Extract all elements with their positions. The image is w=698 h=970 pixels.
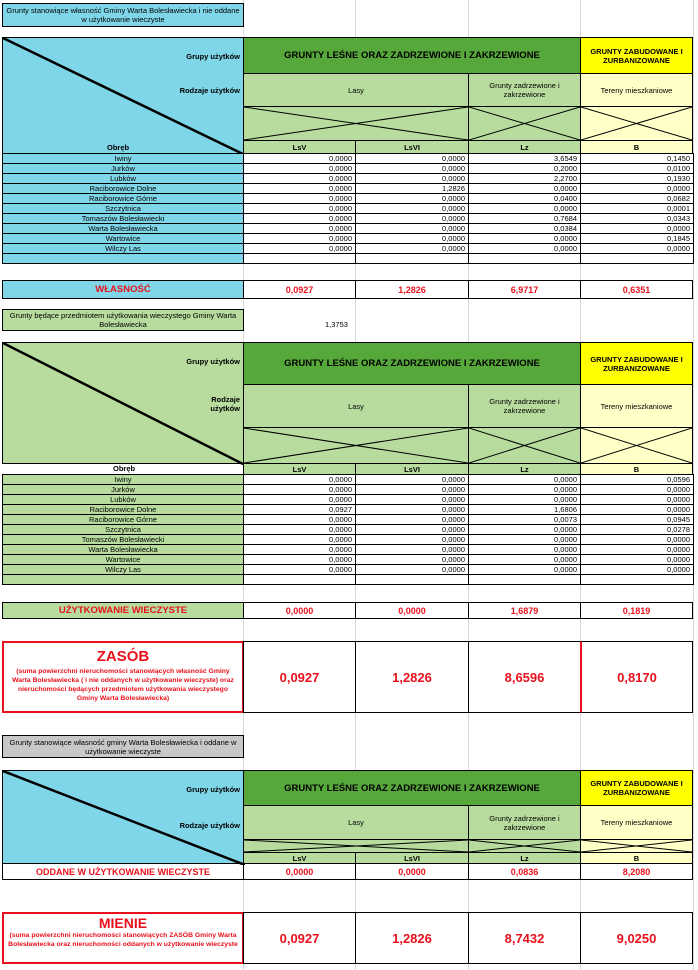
cell-value: 0,0000 (356, 545, 469, 555)
code-lsvi: LsVI (355, 140, 469, 154)
obreb-name: Iwiny (3, 475, 244, 485)
cell-value: 0,0000 (356, 244, 469, 254)
empty-cell (244, 254, 356, 264)
section3-title: Grunty stanowiące własność gminy Warta Bolesławiecka i oddane w użytkowanie wieczyste (2, 735, 244, 758)
cell-value: 0,0000 (244, 224, 356, 234)
x-box-mieszkaniowe (580, 839, 693, 853)
code-b: B (580, 463, 693, 475)
grupy-label: Grupy użytków (186, 52, 240, 61)
cell-value: 1,6806 (469, 505, 581, 515)
x-box-lasy (243, 839, 469, 853)
cell-value: 0,0000 (356, 485, 469, 495)
cell-value: 0,0000 (469, 555, 581, 565)
cell-value: 0,0000 (244, 535, 356, 545)
cell-value: 0,0000 (244, 234, 356, 244)
oddane-total-b: 8,2080 (580, 863, 693, 880)
empty-cell (3, 575, 244, 585)
uzytkowanie-total-b: 0,1819 (580, 602, 693, 619)
section2-title: Grunty będące przedmiotem użytkowania wieczystego Gminy Warta Bolesławiecka (2, 309, 244, 331)
cell-value: 0,1845 (581, 234, 694, 244)
empty-cell (356, 575, 469, 585)
obreb-name: Wartowice (3, 555, 244, 565)
header-zadrzewione: Grunty zadrzewione i zakrzewione (468, 73, 581, 107)
obreb-name: Tomaszów Bolesławiecki (3, 214, 244, 224)
cell-value: 0,0000 (356, 154, 469, 164)
cell-value: 0,0000 (469, 485, 581, 495)
zasob-desc: (suma powierzchni nieruchomości stanowiących własność Gminy Warta Bolesławiecka ( i nie oddanych w użytkowanie wieczyste) oraz nieruchomości będących przedmiotem użytkowania wieczystego Gminy Warta Bolesławiecka) (12, 668, 234, 702)
cell-value: 0,0000 (244, 545, 356, 555)
empty-cell (244, 575, 356, 585)
obreb-name: Iwiny (3, 154, 244, 164)
cell-value: 0,0000 (469, 204, 581, 214)
zasob-total-lsv: 0,0927 (243, 641, 356, 713)
section2-table (2, 474, 694, 585)
rodzaje-label: Rodzaje użytków (210, 395, 240, 413)
table-row (3, 164, 694, 174)
cell-value: 0,0000 (469, 184, 581, 194)
oddane-label: ODDANE W UŻYTKOWANIE WIECZYSTE (2, 863, 244, 880)
cell-value: 0,0384 (469, 224, 581, 234)
table-row-empty (3, 575, 694, 585)
table-row (3, 545, 694, 555)
cell-value: 0,0000 (244, 184, 356, 194)
cell-value: 3,6549 (469, 154, 581, 164)
cell-value: 0,0000 (244, 164, 356, 174)
empty-cell (581, 575, 694, 585)
section3-header-left (2, 770, 244, 864)
cell-value: 0,0100 (581, 164, 694, 174)
header-lasy: Lasy (243, 805, 469, 840)
header-zadrzewione: Grunty zadrzewione i zakrzewione (468, 384, 581, 428)
table-row (3, 495, 694, 505)
obreb-name: Raciborowice Górne (3, 515, 244, 525)
cell-value: 0,0000 (356, 174, 469, 184)
oddane-total-lsvi: 0,0000 (355, 863, 469, 880)
table-row (3, 475, 694, 485)
cell-value: 0,1450 (581, 154, 694, 164)
obreb-name: Raciborowice Dolne (3, 505, 244, 515)
cell-value: 0,0000 (244, 565, 356, 575)
cell-value: 0,0000 (244, 174, 356, 184)
cell-value: 0,0000 (469, 545, 581, 555)
cell-value: 0,0000 (244, 204, 356, 214)
zasob-box (2, 641, 244, 713)
grupy-label: Grupy użytków (186, 785, 240, 794)
section1-title: Grunty stanowiące własność Gminy Warta Bolesławiecka i nie oddane w użytkowanie wieczyste (2, 3, 244, 27)
table-row (3, 515, 694, 525)
header-lesne: GRUNTY LEŚNE ORAZ ZADRZEWIONE I ZAKRZEWIONE (243, 37, 581, 74)
mienie-title: MIENIE (98, 914, 148, 931)
cell-value: 0,0000 (356, 224, 469, 234)
table-row (3, 214, 694, 224)
table-row (3, 525, 694, 535)
cell-value: 0,0000 (356, 495, 469, 505)
cell-value: 0,0682 (581, 194, 694, 204)
cell-value: 0,0596 (581, 475, 694, 485)
obreb-name: Szczytnica (3, 525, 244, 535)
uzytkowanie-label: UŻYTKOWANIE WIECZYSTE (2, 602, 244, 619)
code-lz: Lz (468, 852, 581, 864)
mienie-total-b: 9,0250 (580, 912, 693, 964)
zasob-total-lsvi: 1,2826 (355, 641, 469, 713)
header-zabudowane: GRUNTY ZABUDOWANE I ZURBANIZOWANE (580, 342, 693, 385)
cell-value: 0,0000 (244, 154, 356, 164)
uzytkowanie-total-lz: 1,6879 (468, 602, 581, 619)
code-b: B (580, 140, 693, 154)
grupy-label: Grupy użytków (186, 357, 240, 366)
wlasnosc-total-lz: 6,9717 (468, 280, 581, 299)
x-box-mieszkaniowe (580, 106, 693, 141)
empty-cell (356, 254, 469, 264)
obreb-name: Lubków (3, 495, 244, 505)
oddane-total-lz: 0,0836 (468, 863, 581, 880)
cell-value: 0,0000 (581, 565, 694, 575)
cell-value: 0,0000 (244, 485, 356, 495)
table-row (3, 224, 694, 234)
obreb-name: Wilczy Las (3, 565, 244, 575)
table-row (3, 174, 694, 184)
header-zabudowane: GRUNTY ZABUDOWANE I ZURBANIZOWANE (580, 770, 693, 806)
cell-value: 0,0000 (244, 495, 356, 505)
cell-value: 0,0000 (356, 234, 469, 244)
table-row (3, 565, 694, 575)
code-lsvi: LsVI (355, 463, 469, 475)
header-mieszkaniowe: Tereny mieszkaniowe (580, 805, 693, 840)
empty-cell (3, 254, 244, 264)
table-row (3, 535, 694, 545)
code-lsv: LsV (243, 140, 356, 154)
wlasnosc-total-b: 0,6351 (580, 280, 693, 299)
code-lz: Lz (468, 463, 581, 475)
table-row-empty (3, 254, 694, 264)
cell-value: 0,0000 (469, 565, 581, 575)
uzytkowanie-total-lsvi: 0,0000 (355, 602, 469, 619)
table-row (3, 204, 694, 214)
x-box-zadrzewione (468, 839, 581, 853)
obreb-name: Wilczy Las (3, 244, 244, 254)
obreb-name: Szczytnica (3, 204, 244, 214)
wlasnosc-total-lsvi: 1,2826 (355, 280, 469, 299)
uzytkowanie-total-lsv: 0,0000 (243, 602, 356, 619)
table-row (3, 234, 694, 244)
rodzaje-label: Rodzaje użytków (179, 821, 240, 830)
cell-value: 0,0343 (581, 214, 694, 224)
cell-value: 0,0000 (469, 495, 581, 505)
oddane-total-lsv: 0,0000 (243, 863, 356, 880)
mienie-desc: (suma powierzchni nieruchomości stanowiących ZASÓB Gminy Warta Bolesławiecka oraz nieruchomości oddanych w użytkowanie wieczyste (8, 932, 238, 948)
obreb-name: Raciborowice Dolne (3, 184, 244, 194)
obreb-name: Warta Bolesławiecka (3, 545, 244, 555)
table-row (3, 184, 694, 194)
cell-value: 0,0000 (244, 515, 356, 525)
cell-value: 0,0000 (356, 525, 469, 535)
header-zabudowane: GRUNTY ZABUDOWANE I ZURBANIZOWANE (580, 37, 693, 74)
cell-value: 0,0000 (581, 535, 694, 545)
cell-value: 0,0000 (469, 475, 581, 485)
code-b: B (580, 852, 693, 864)
cell-value: 0,0000 (244, 525, 356, 535)
cell-value: 0,0000 (244, 475, 356, 485)
empty-cell (469, 575, 581, 585)
obreb-name: Jurków (3, 164, 244, 174)
cell-value: 0,0000 (356, 515, 469, 525)
mienie-total-lz: 8,7432 (468, 912, 581, 964)
cell-value: 0,0000 (244, 555, 356, 565)
empty-cell (581, 254, 694, 264)
obreb-name: Raciborowice Górne (3, 194, 244, 204)
obreb-name: Lubków (3, 174, 244, 184)
cell-value: 0,7684 (469, 214, 581, 224)
table-row (3, 154, 694, 164)
mienie-total-lsv: 0,0927 (243, 912, 356, 964)
cell-value: 0,0000 (581, 505, 694, 515)
cell-value: 0,0073 (469, 515, 581, 525)
cell-value: 0,0000 (469, 525, 581, 535)
wlasnosc-label: WŁASNOŚĆ (2, 280, 244, 299)
cell-value: 0,0000 (244, 244, 356, 254)
zasob-title: ZASÓB (96, 647, 150, 665)
table-row (3, 555, 694, 565)
mienie-total-lsvi: 1,2826 (355, 912, 469, 964)
code-lsvi: LsVI (355, 852, 469, 864)
section1-table (2, 153, 694, 264)
table-row (3, 485, 694, 495)
mienie-box (2, 912, 244, 964)
zasob-total-lz: 8,6596 (468, 641, 581, 713)
obreb-name: Warta Bolesławiecka (3, 224, 244, 234)
cell-value: 0,0000 (356, 204, 469, 214)
cell-value: 0,0000 (581, 545, 694, 555)
empty-cell (469, 254, 581, 264)
cell-value: 0,0000 (356, 214, 469, 224)
obreb-name: Jurków (3, 485, 244, 495)
cell-value: 0,0400 (469, 194, 581, 204)
cell-value: 0,0000 (581, 244, 694, 254)
wlasnosc-total-lsv: 0,0927 (243, 280, 356, 299)
cell-value: 0,0000 (581, 184, 694, 194)
rodzaje-label: Rodzaje użytków (179, 86, 240, 95)
cell-value: 0,0000 (581, 485, 694, 495)
cell-value: 0,0945 (581, 515, 694, 525)
x-box-mieszkaniowe (580, 427, 693, 464)
obreb-name: Tomaszów Bolesławiecki (3, 535, 244, 545)
cell-value: 0,0000 (356, 164, 469, 174)
cell-value: 0,0000 (581, 224, 694, 234)
cell-value: 0,0000 (356, 555, 469, 565)
x-box-zadrzewione (468, 427, 581, 464)
cell-value: 0,0000 (356, 535, 469, 545)
cell-value: 2,2700 (469, 174, 581, 184)
code-lsv: LsV (243, 852, 356, 864)
header-lasy: Lasy (243, 384, 469, 428)
header-mieszkaniowe: Tereny mieszkaniowe (580, 384, 693, 428)
cell-value: 0,0000 (356, 565, 469, 575)
obreb-label: Obręb (113, 464, 136, 473)
cell-value: 0,0278 (581, 525, 694, 535)
cell-value: 0,0927 (244, 505, 356, 515)
cell-value: 0,0000 (244, 214, 356, 224)
cell-value: 0,0000 (356, 475, 469, 485)
x-box-lasy (243, 427, 469, 464)
cell-value: 0,2000 (469, 164, 581, 174)
header-lesne: GRUNTY LEŚNE ORAZ ZADRZEWIONE I ZAKRZEWIONE (243, 770, 581, 806)
obreb-label: Obręb (107, 143, 130, 152)
header-lesne: GRUNTY LEŚNE ORAZ ZADRZEWIONE I ZAKRZEWIONE (243, 342, 581, 385)
obreb-name: Wartowice (3, 234, 244, 244)
cell-value: 0,0000 (356, 505, 469, 515)
section1-header-left (2, 37, 244, 154)
cell-value: 0,1930 (581, 174, 694, 184)
table-row (3, 505, 694, 515)
cell-value: 0,0000 (469, 234, 581, 244)
cell-value: 0,0001 (581, 204, 694, 214)
x-box-zadrzewione (468, 106, 581, 141)
section2-header-left (2, 342, 244, 473)
cell-value: 1,2826 (356, 184, 469, 194)
code-lz: Lz (468, 140, 581, 154)
table-row (3, 194, 694, 204)
cell-value: 0,0000 (469, 535, 581, 545)
cell-value: 0,0000 (469, 244, 581, 254)
header-zadrzewione: Grunty zadrzewione i zakrzewione (468, 805, 581, 840)
header-mieszkaniowe: Tereny mieszkaniowe (580, 73, 693, 107)
cell-value: 0,0000 (356, 194, 469, 204)
cell-value: 0,0000 (244, 194, 356, 204)
zasob-total-b: 0,8170 (580, 641, 693, 713)
table-row (3, 244, 694, 254)
header-lasy: Lasy (243, 73, 469, 107)
section2-extra-value: 1,3753 (325, 320, 348, 329)
cell-value: 0,0000 (581, 495, 694, 505)
x-box-lasy (243, 106, 469, 141)
code-lsv: LsV (243, 463, 356, 475)
cell-value: 0,0000 (581, 555, 694, 565)
